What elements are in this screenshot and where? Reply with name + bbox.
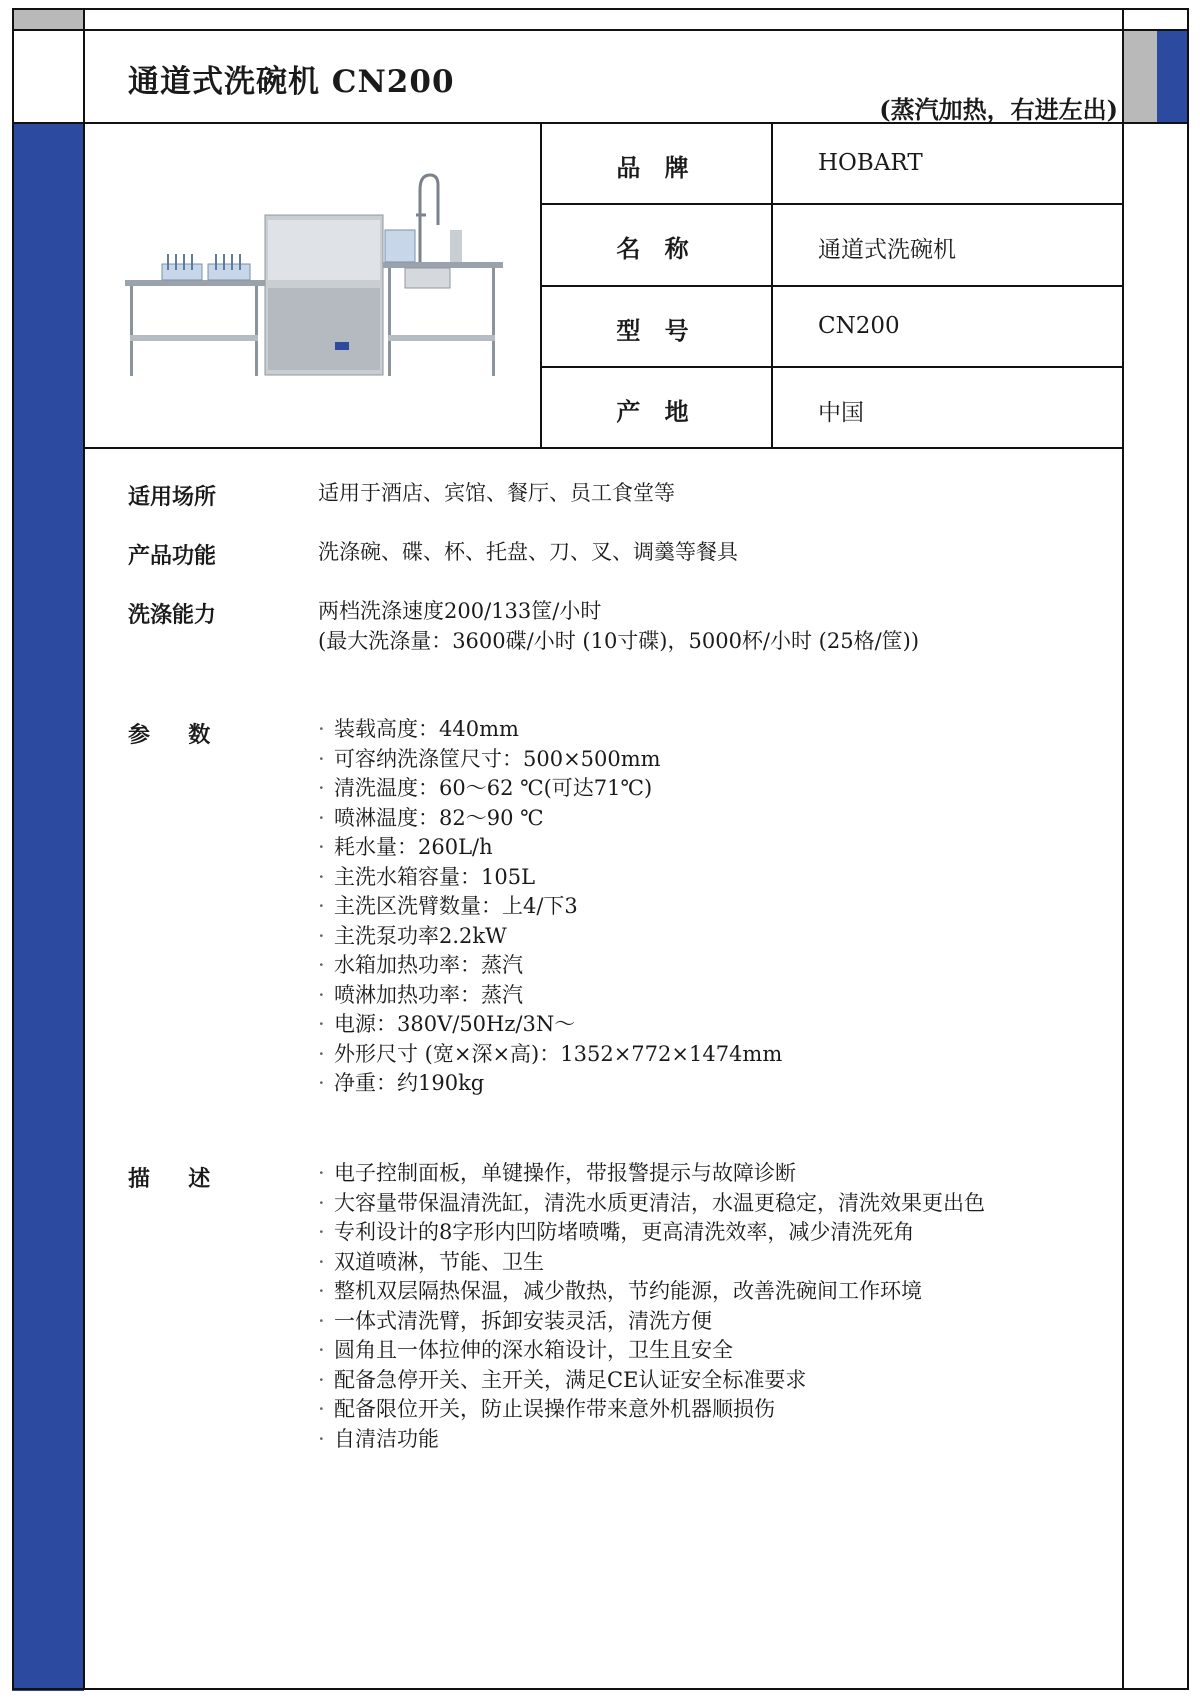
list-item: · 装载高度：440mm <box>318 715 782 745</box>
frame-top-line <box>12 8 1188 10</box>
list-item: · 主洗区洗臂数量：上4/下3 <box>318 892 782 922</box>
list-item: · 双道喷淋，节能、卫生 <box>318 1248 985 1278</box>
page-title: 通道式洗碗机 CN200 <box>128 64 455 100</box>
list-item: · 大容量带保温清洗缸，清洗水质更清洁，水温更稳定，清洗效果更出色 <box>318 1189 985 1219</box>
list-item: · 自清洁功能 <box>318 1425 985 1455</box>
list-item: · 圆角且一体拉伸的深水箱设计，卫生且安全 <box>318 1336 985 1366</box>
spec-label: 名 称 <box>616 234 697 263</box>
capacity-line-1: 两档洗涤速度200/133筐/小时 <box>318 599 602 623</box>
spec-label: 产 地 <box>616 397 697 426</box>
spec-row-line-3 <box>540 366 1124 368</box>
spec-label: 品 牌 <box>616 153 697 182</box>
spec-value: CN200 <box>818 313 900 339</box>
function-label: 产品功能 <box>128 543 217 569</box>
list-item: · 主洗水箱容量：105L <box>318 863 782 893</box>
frame-line-2 <box>12 29 1188 31</box>
spec-value: 通道式洗碗机 <box>818 237 956 263</box>
list-item: · 水箱加热功率：蒸汽 <box>318 951 782 981</box>
left-blue-bar <box>12 124 84 1691</box>
dishwasher-illustration <box>120 170 510 380</box>
venue-label: 适用场所 <box>128 484 217 510</box>
spec-value: 中国 <box>818 400 864 426</box>
list-item: · 一体式清洗臂，拆卸安装灵活，清洗方便 <box>318 1307 985 1337</box>
description-list <box>318 1159 985 1454</box>
list-item: · 主洗泵功率2.2kW <box>318 922 782 952</box>
venue-text: 适用于酒店、宾馆、餐厅、员工食堂等 <box>318 481 675 505</box>
page-subtitle: (蒸汽加热，右进左出) <box>879 95 1118 124</box>
params-label: 参 数 <box>128 722 211 748</box>
list-item: · 专利设计的8字形内凹防堵喷嘴，更高清洗效率，减少清洗死角 <box>318 1218 985 1248</box>
list-item: · 可容纳洗涤筐尺寸：500×500mm <box>318 745 782 775</box>
frame-bottom-line <box>12 1688 1188 1690</box>
list-item: · 电子控制面板，单键操作，带报警提示与故障诊断 <box>318 1159 985 1189</box>
function-text: 洗涤碗、碟、杯、托盘、刀、叉、调羹等餐具 <box>318 540 738 564</box>
list-item: · 喷淋加热功率：蒸汽 <box>318 981 782 1011</box>
list-item: · 电源：380V/50Hz/3N～ <box>318 1010 782 1040</box>
list-item: · 整机双层隔热保温，减少散热，节约能源，改善洗碗间工作环境 <box>318 1277 985 1307</box>
spec-value: HOBART <box>818 150 923 176</box>
capacity-label: 洗涤能力 <box>128 602 217 628</box>
spec-row-line-1 <box>540 203 1124 205</box>
top-right-blue-bar <box>1157 31 1187 124</box>
spec-row-line-2 <box>540 285 1124 287</box>
frame-inner-right <box>1122 8 1124 1690</box>
product-image <box>120 170 510 380</box>
list-item: · 配备限位开关，防止误操作带来意外机器顺损伤 <box>318 1395 985 1425</box>
spec-table-bottom <box>83 447 1124 449</box>
list-item: · 配备急停开关、主开关，满足CE认证安全标准要求 <box>318 1366 985 1396</box>
description-label: 描 述 <box>128 1166 211 1192</box>
frame-left-line <box>12 8 14 1690</box>
capacity-line-2: (最大洗涤量：3600碟/小时 (10寸碟)，5000杯/小时 (25格/筐)) <box>318 629 920 653</box>
frame-right-line <box>1187 8 1189 1690</box>
spec-label: 型 号 <box>616 316 697 345</box>
list-item: · 外形尺寸 (宽×深×高)：1352×772×1474mm <box>318 1040 782 1070</box>
top-left-gray-bar <box>12 8 84 29</box>
frame-inner-left <box>83 8 85 1690</box>
params-list <box>318 715 782 1099</box>
list-item: · 耗水量：260L/h <box>318 833 782 863</box>
top-right-gray-bar <box>1124 31 1157 124</box>
list-item: · 清洗温度：60～62 ℃(可达71℃) <box>318 774 782 804</box>
list-item: · 喷淋温度：82～90 ℃ <box>318 804 782 834</box>
list-item: · 净重：约190kg <box>318 1069 782 1099</box>
